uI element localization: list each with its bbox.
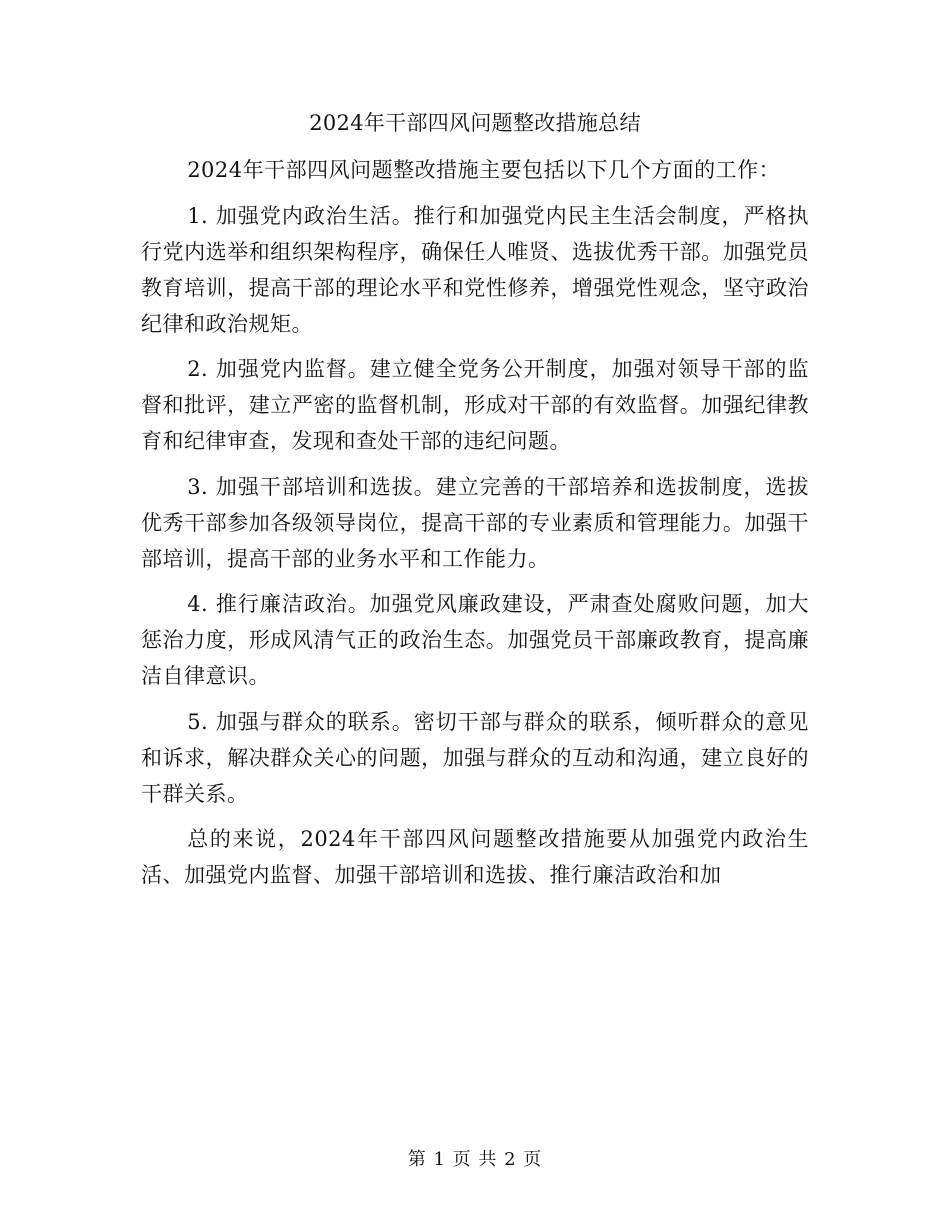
- paragraph-item-1: 1. 加强党内政治生活。推行和加强党内民主生活会制度，严格执行党内选举和组织架构程序，确保任人唯贤、选拔优秀干部。加强党员教育培训，提高干部的理论水平和党性修养，增强党性观念，坚守政治纪律和政治规矩。: [141, 203, 809, 336]
- page-footer: 第 1 页 共 2 页: [407, 1149, 543, 1170]
- paragraph-item-2: 2. 加强党内监督。建立健全党务公开制度，加强对领导干部的监督和批评，建立严密的监督机制，形成对干部的有效监督。加强纪律教育和纪律审查，发现和查处干部的违纪问题。: [141, 357, 809, 453]
- paragraph-item-4: 4. 推行廉洁政治。加强党风廉政建设，严肃查处腐败问题，加大惩治力度，形成风清气正的政治生态。加强党员干部廉政教育，提高廉洁自律意识。: [141, 592, 809, 688]
- intro-paragraph: 2024年干部四风问题整改措施主要包括以下几个方面的工作：: [187, 158, 781, 182]
- document-title: 2024年干部四风问题整改措施总结: [309, 111, 641, 135]
- paragraph-item-5: 5. 加强与群众的联系。密切干部与群众的联系，倾听群众的意见和诉求，解决群众关心的问题，加强与群众的互动和沟通，建立良好的干群关系。: [141, 709, 809, 806]
- document-body: [141, 152, 809, 903]
- summary-paragraph: 总的来说，2024年干部四风问题整改措施要从加强党内政治生活、加强党内监督、加强干部培训和选拔、推行廉洁政治和加: [141, 827, 809, 887]
- paragraph-item-3: 3. 加强干部培训和选拔。建立完善的干部培养和选拔制度，选拔优秀干部参加各级领导岗位，提高干部的专业素质和管理能力。加强干部培训，提高干部的业务水平和工作能力。: [141, 474, 809, 571]
